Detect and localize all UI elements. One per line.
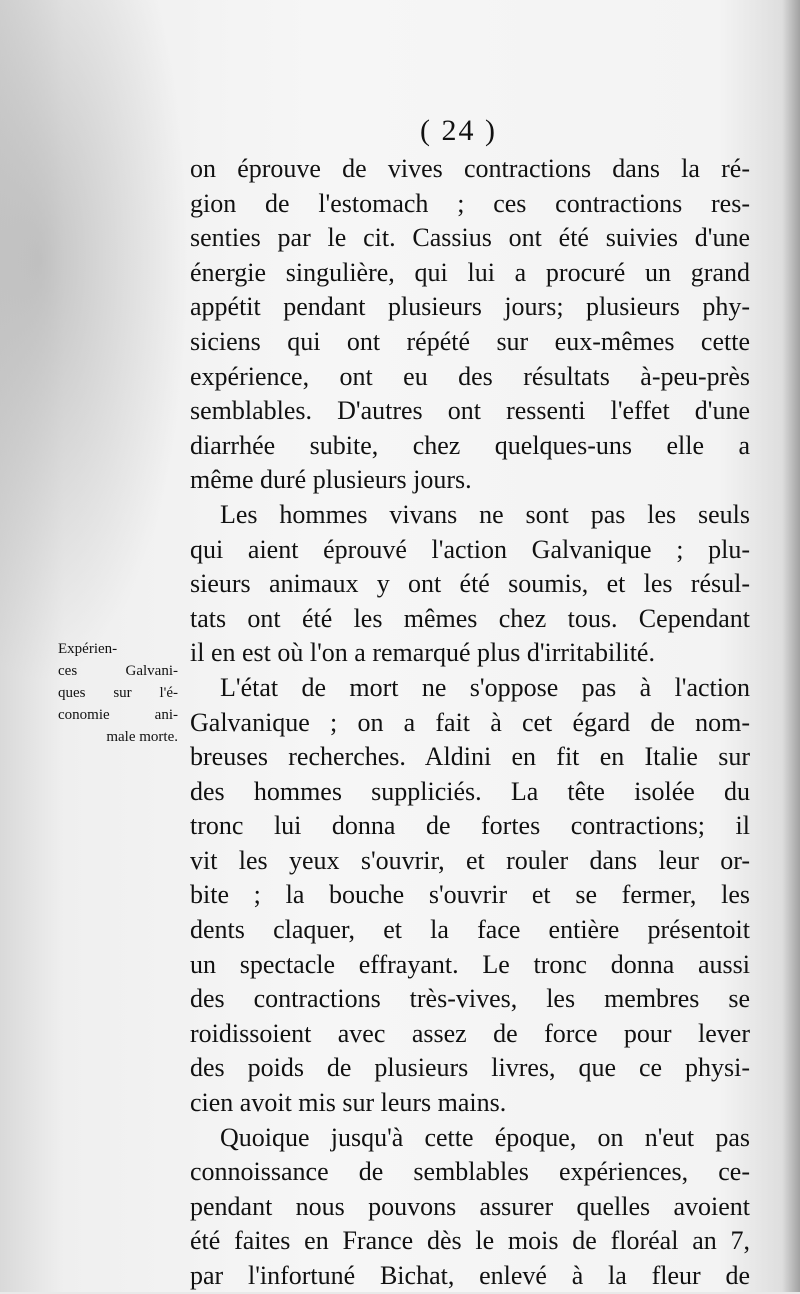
- text-line: tronc lui donna de fortes contractions; il: [190, 811, 750, 841]
- text-line: Les hommes vivans ne sont pas les seuls: [220, 499, 750, 529]
- text-line: appétit pendant plusieurs jours; plusieurs phy-: [190, 292, 750, 322]
- text-line: senties par le cit. Cassius ont été suivies d'une: [190, 223, 750, 253]
- body-text: [190, 152, 750, 1294]
- text-line: par l'infortuné Bichat, enlevé à la fleur de: [190, 1261, 750, 1290]
- margin-note-line: conomie ani-: [58, 707, 178, 723]
- text-line: même duré plusieurs jours.: [190, 465, 472, 495]
- text-line: expérience, ont eu des résultats à-peu-près: [190, 361, 750, 391]
- text-line: breuses recherches. Aldini en fit en Italie sur: [190, 742, 750, 772]
- text-line: des hommes suppliciés. La tête isolée du: [190, 776, 750, 806]
- text-line: des poids de plusieurs livres, que ce physi-: [190, 1053, 750, 1083]
- text-line: gion de l'estomach ; ces contractions res-: [190, 188, 750, 218]
- text-line: Quoique jusqu'à cette époque, on n'eut pas: [220, 1122, 750, 1152]
- text-line: Galvanique ; on a fait à cet égard de nom-: [190, 707, 750, 737]
- text-line: cien avoit mis sur leurs mains.: [190, 1088, 507, 1118]
- text-line: on éprouve de vives contractions dans la ré-: [190, 154, 750, 183]
- text-line: L'état de mort ne s'oppose pas à l'action: [220, 672, 750, 702]
- text-line: semblables. D'autres ont ressenti l'effet d'une: [190, 396, 750, 426]
- margin-note: [58, 638, 178, 748]
- text-line: sieurs animaux y ont été soumis, et les résul-: [190, 569, 750, 599]
- text-line: des contractions très-vives, les membres se: [190, 984, 750, 1014]
- text-line: roidissoient avec assez de force pour lever: [190, 1018, 750, 1048]
- page-number: ( 24 ): [420, 114, 497, 147]
- margin-note-line: ces Galvani-: [58, 663, 178, 679]
- page-edge-shadow: [782, 0, 800, 1292]
- text-line: connoissance de semblables expériences, ce-: [190, 1157, 750, 1187]
- text-line: vit les yeux s'ouvrir, et rouler dans leur or-: [190, 845, 750, 875]
- text-line: siciens qui ont répété sur eux-mêmes cette: [190, 326, 750, 356]
- margin-note-line: male morte.: [106, 729, 178, 745]
- margin-note-line: ques sur l'é-: [58, 685, 178, 701]
- text-line: un spectacle effrayant. Le tronc donna aussi: [190, 949, 750, 979]
- text-line: dents claquer, et la face entière présentoit: [190, 915, 750, 945]
- text-line: tats ont été les mêmes chez tous. Cependant: [190, 603, 750, 633]
- text-line: bite ; la bouche s'ouvrir et se fermer, les: [190, 880, 750, 910]
- text-line: il en est où l'on a remarqué plus d'irritabilité.: [190, 638, 655, 668]
- text-line: qui aient éprouvé l'action Galvanique ; plu-: [190, 534, 750, 564]
- text-line: été faites en France dès le mois de floréal an 7,: [190, 1226, 750, 1256]
- margin-note-line: Expérien-: [58, 641, 118, 657]
- text-line: énergie singulière, qui lui a procuré un grand: [190, 257, 750, 287]
- text-line: pendant nous pouvons assurer quelles avoient: [190, 1191, 750, 1221]
- text-line: diarrhée subite, chez quelques-uns elle a: [190, 430, 750, 460]
